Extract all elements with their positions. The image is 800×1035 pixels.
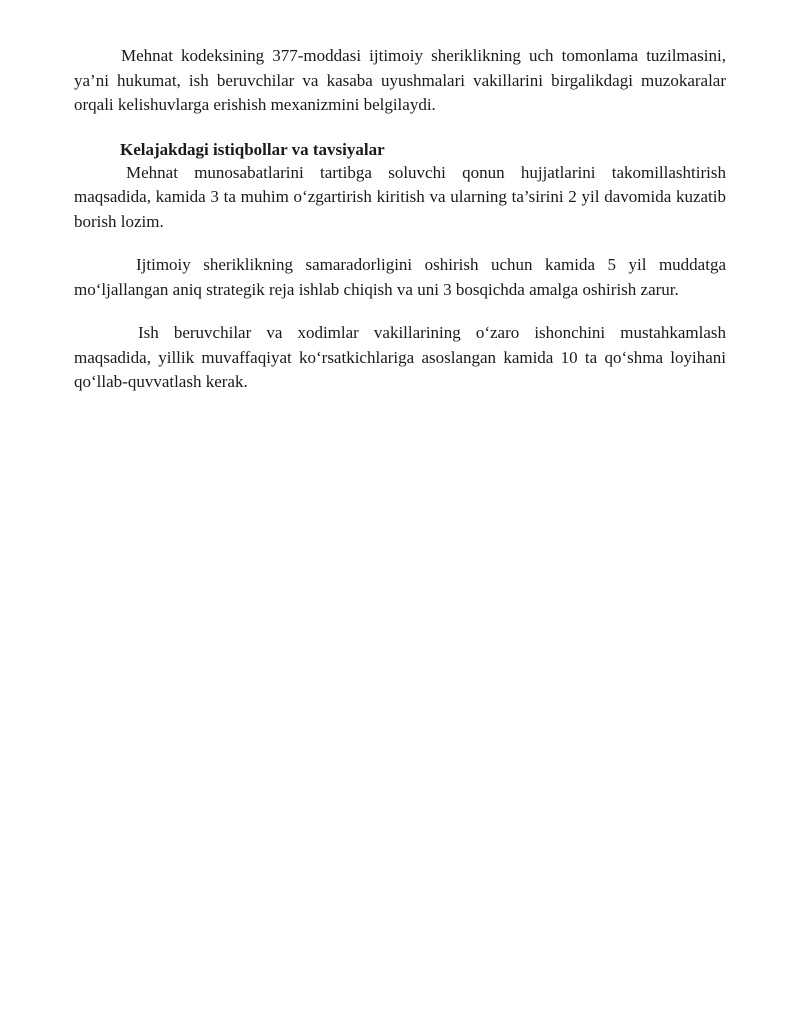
paragraph-spacer <box>74 234 726 253</box>
paragraph-joint-projects: Ish beruvchilar va xodimlar vakillarining o‘zaro ishonchini mustahkamlash maqsadida, yillik muvaffaqiyat ko‘rsatkichlariga asoslangan kamida 10 ta qo‘shma loyihani qo‘llab-quvvatlash kerak. <box>74 323 726 391</box>
paragraph-labor-code-article: Mehnat kodeksining 377-moddasi ijtimoiy sheriklikning uch tomonlama tuzilmasini, ya’ni hukumat, ish beruvchilar va kasaba uyushmalari vakillarini birgalikdagi muzokaralar orqali kelishuvlarga erishish mexanizmini belgilaydi. <box>74 46 726 114</box>
paragraph-spacer <box>74 118 726 139</box>
paragraph-legislation-recommendation: Mehnat munosabatlarini tartibga soluvchi qonun hujjatlarini takomillashtirish maqsadida, kamida 3 ta muhim o‘zgartirish kiritish va ularning ta’sirini 2 yil davomida kuzatib borish lozim. <box>74 162 726 231</box>
document-page <box>74 44 726 395</box>
paragraph-spacer <box>74 302 726 321</box>
section-heading: Kelajakdagi istiqbollar va tavsiyalar <box>120 139 385 159</box>
paragraph-strategic-plan: Ijtimoiy sheriklikning samaradorligini oshirish uchun kamida 5 yil muddatga mo‘ljallangan aniq strategik reja ishlab chiqish va uni 3 bosqichda amalga oshirish zarur. <box>74 255 726 299</box>
